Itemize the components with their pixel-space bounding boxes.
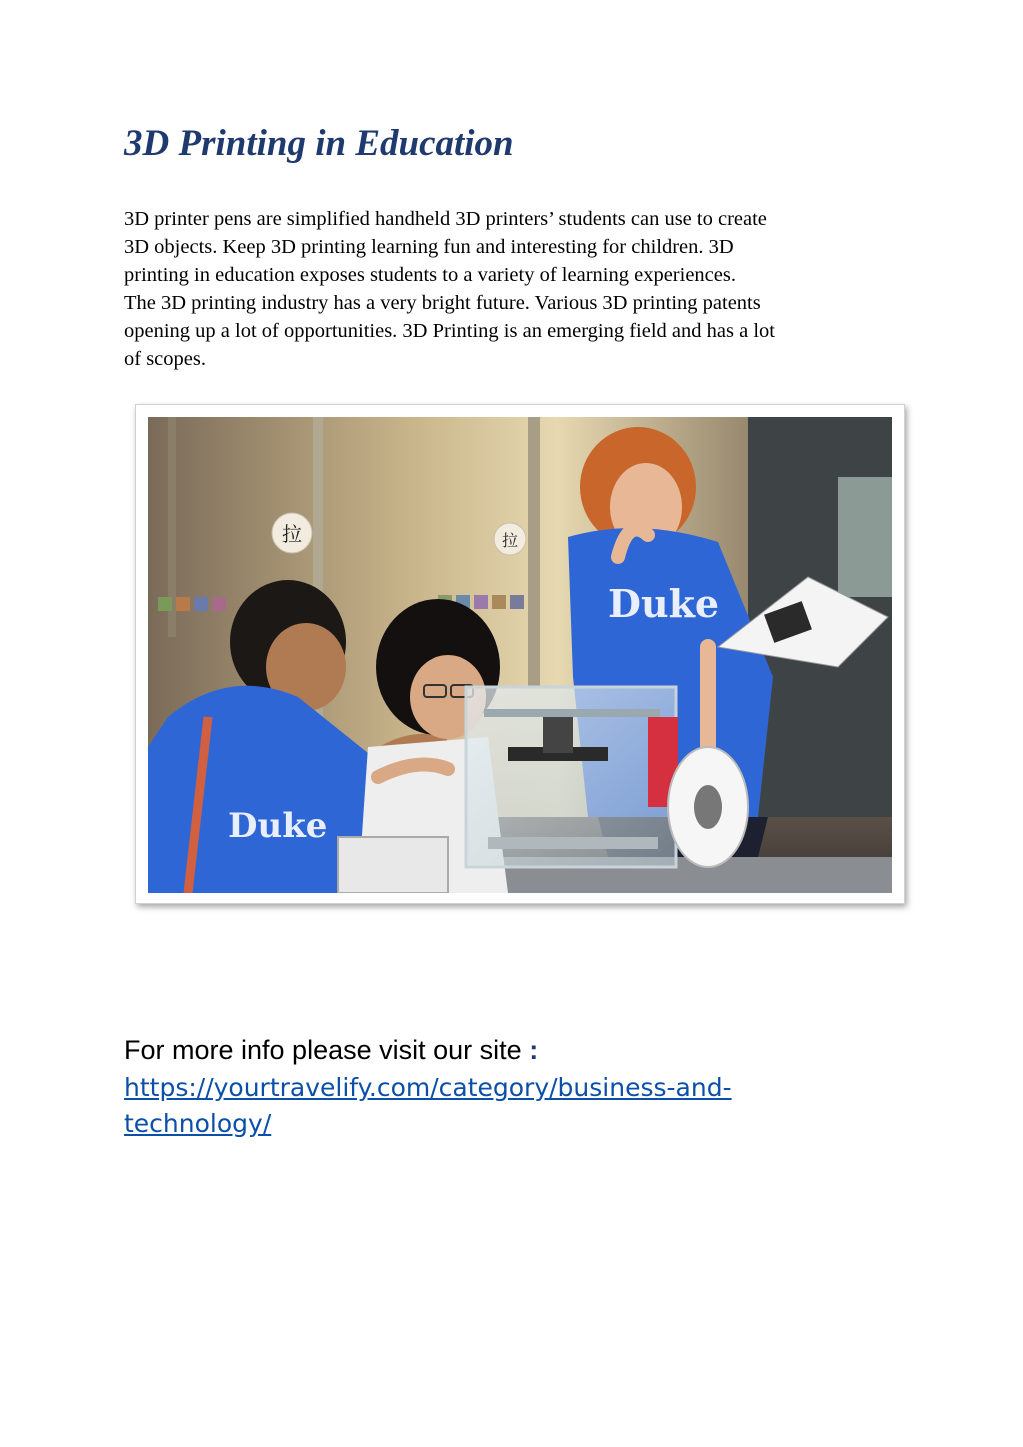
students-3d-printer-photo (148, 417, 892, 893)
paragraph-line: The 3D printing industry has a very bright future. Various 3D printing patents (124, 292, 761, 314)
site-link-line: https://yourtravelify.com/category/business-and- (124, 1073, 732, 1102)
paragraph-line: opening up a lot of opportunities. 3D Printing is an emerging field and has a lot (124, 320, 775, 342)
more-info-text (124, 1032, 538, 1068)
photo-frame (135, 404, 905, 904)
body-paragraph (124, 205, 904, 373)
paragraph-line: 3D objects. Keep 3D printing learning fun and interesting for children. 3D (124, 236, 734, 258)
site-link-line: technology/ (124, 1109, 272, 1138)
shirt-print-right: Duke (608, 581, 720, 626)
paragraph-line: printing in education exposes students to a variety of learning experiences. (124, 264, 736, 286)
shirt-print-left: Duke (228, 806, 328, 846)
paragraph-line: of scopes. (124, 348, 206, 370)
door-sign-left: 拉 (282, 522, 302, 546)
site-link[interactable] (124, 1070, 844, 1142)
more-info-colon: : (529, 1035, 539, 1065)
page-title: 3D Printing in Education (124, 123, 514, 164)
paragraph-line: 3D printer pens are simplified handheld 3D printers’ students can use to create (124, 208, 767, 230)
more-info-label: For more info please visit our site (124, 1035, 522, 1065)
door-sign-right: 拉 (501, 531, 519, 550)
